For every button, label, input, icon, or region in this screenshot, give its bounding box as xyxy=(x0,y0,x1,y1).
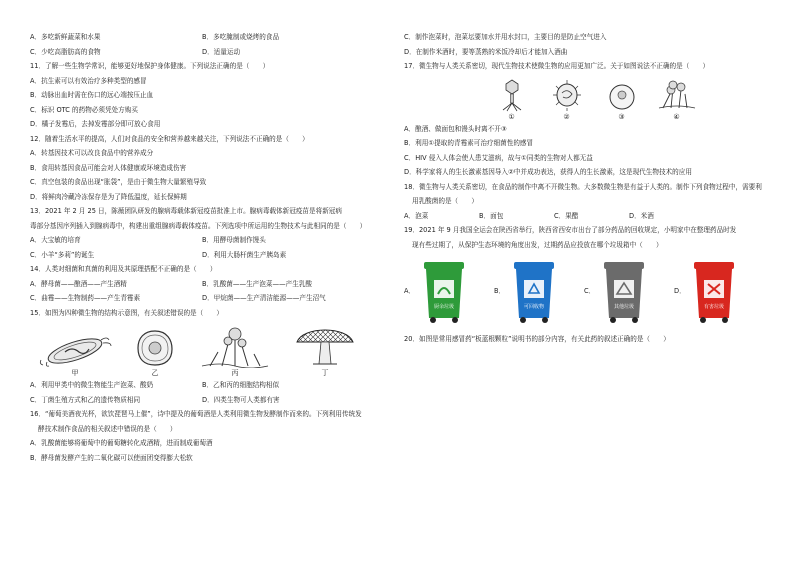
q13-options-row1 xyxy=(30,233,390,248)
yeast-cell-icon xyxy=(135,328,175,368)
q16-option-d: D．在制作米酒时，要等蒸熟的米饭冷却后才能加入酒曲 xyxy=(404,47,568,56)
q15-fig-yi xyxy=(120,328,190,378)
q15-option-c: C．丁菌生殖方式和乙的遗传物质相同 xyxy=(30,395,141,404)
q13-options-row2 xyxy=(30,248,390,263)
q18-option-c: C．果醋 xyxy=(554,211,579,220)
mushroom-icon xyxy=(293,322,357,368)
q17-fig-1 xyxy=(484,78,539,122)
q15-fig-ding xyxy=(280,322,370,378)
q14-option-c: C．曲霉——生物制药——产生青霉素 xyxy=(30,294,141,302)
q19-option-a-label: A． xyxy=(404,286,416,295)
mold-icon xyxy=(200,324,270,368)
q10-options-row2 xyxy=(30,45,390,60)
q17-option-c: C．HIV 侵入人体会使人患艾滋病，故与①同类的生物对人都无益 xyxy=(404,153,593,162)
q18-options xyxy=(404,209,764,224)
q17-fig-2 xyxy=(539,78,594,122)
right-column xyxy=(404,30,764,347)
bacterium-icon xyxy=(550,78,584,112)
q13-stem-line1: 13．2021 年 2 月 25 日，陈薇团队研发的腺病毒载体新冠疫苗批准上市。腺病毒载体新冠疫苗是将新冠病 xyxy=(30,207,342,215)
mold-icon xyxy=(657,78,697,112)
q15-caption-yi: 乙 xyxy=(151,369,159,377)
q18-option-b: B．面包 xyxy=(479,211,504,220)
q15-option-a: A．利用甲类中的微生物能生产泡菜、酸奶 xyxy=(30,381,154,389)
left-column xyxy=(30,30,390,465)
q19-option-d xyxy=(674,258,764,324)
bacterium-icon xyxy=(37,334,113,368)
bin-label-kitchen: 厨余垃圾 xyxy=(433,304,455,310)
q13-option-b: B．用酵母菌制作馒头 xyxy=(202,236,266,244)
q19-option-c xyxy=(584,258,674,324)
q11-option-c: C．标识 OTC 的药物必须凭处方购买 xyxy=(30,105,138,114)
q14-options-row1 xyxy=(30,277,390,292)
q16-stem-line2: 酵技术制作食品的相关叙述中错误的是（ ） xyxy=(38,424,177,433)
q10-option-c: C．少吃高脂肪高的食物 xyxy=(30,47,101,56)
q16-option-c: C．制作泡菜时，泡菜坛要加水并用水封口，主要目的是防止空气进入 xyxy=(404,33,607,41)
q11-option-d: D．橘子发霉后，去掉发霉部分即可放心食用 xyxy=(30,120,161,128)
q19-option-d-label: D． xyxy=(674,286,686,295)
q11-option-b: B．动脉出血时需在伤口的远心端按压止血 xyxy=(30,91,154,99)
q13-option-d: D．利用大肠杆菌生产胰岛素 xyxy=(202,250,287,259)
q16-option-a: A．乳酸菌能够将葡萄中的葡萄糖转化成酒精，进而制成葡萄酒 xyxy=(30,439,213,447)
bin-label-other: 其他垃圾 xyxy=(613,304,635,310)
q17-label-4: ④ xyxy=(673,112,680,121)
q15-caption-jia: 甲 xyxy=(71,369,79,377)
q17-figure xyxy=(404,76,764,122)
q14-options-row2 xyxy=(30,291,390,306)
q15-caption-bing: 丙 xyxy=(231,369,239,377)
q13-option-c: C．小羊“多莉”的诞生 xyxy=(30,250,95,259)
q16-stem-line1: 16．“葡萄美酒夜光杯，欲饮琵琶马上催”，诗中提及的葡萄酒是人类利用微生物发酵制作而来的。下列利用传统发 xyxy=(30,410,362,418)
q17-label-2: ② xyxy=(563,112,570,121)
q17-label-1: ① xyxy=(508,112,515,121)
q19-option-b-label: B． xyxy=(494,286,506,295)
q17-label-3: ③ xyxy=(618,112,625,121)
q15-figure xyxy=(30,322,390,378)
q12-option-b: B．食用转基因食品可能会对人体健康或环境造成伤害 xyxy=(30,163,187,172)
bacteriophage-icon xyxy=(497,78,527,112)
q15-caption-ding: 丁 xyxy=(321,369,329,377)
q17-stem: 17．微生物与人类关系密切，现代生物技术使微生物的应用更加广泛。关于如图说法不正确的是（ ） xyxy=(404,62,710,70)
q11-option-a: A．抗生素可以有效治疗多种类型的感冒 xyxy=(30,76,147,85)
q17-option-b: B．利用①提取的青霉素可治疗细菌性的感冒 xyxy=(404,139,534,147)
q10-option-a: A．多吃新鲜蔬菜和水果 xyxy=(30,33,101,41)
q15-options-row1 xyxy=(30,378,390,393)
q15-option-b: B．乙和丙的细胞结构相似 xyxy=(202,381,280,389)
other-waste-bin-icon xyxy=(602,258,646,324)
q15-fig-jia xyxy=(30,334,120,378)
q13-option-a: A．大宝敏的培育 xyxy=(30,236,81,244)
q17-option-a: A．酿酒、做面包和馒头时离不开③ xyxy=(404,124,507,133)
q18-stem-line1: 18．微生物与人类关系密切，在食品的制作中离不开微生物。大多数微生物是有益于人类的。制作下列食物过程中，需要利 xyxy=(404,182,762,191)
q18-stem-line2: 用乳酸菌的是（ ） xyxy=(412,197,478,205)
q10-option-d: D．适量运动 xyxy=(202,47,241,56)
q15-fig-bing xyxy=(190,324,280,378)
q17-fig-3 xyxy=(594,82,649,122)
q17-fig-4 xyxy=(649,78,704,122)
q13-stem-line2: 毒部分基因序列插入到腺病毒中，构建出重组腺病毒载体疫苗。下列选项中所运用的生物技术与此相同的是（ ） xyxy=(30,221,367,230)
bin-label-recyclable: 可回收物 xyxy=(523,304,545,310)
hazardous-waste-bin-icon xyxy=(692,258,736,324)
q19-option-a xyxy=(404,258,494,324)
q12-stem: 12．随着生活水平的提高，人们对食品的安全和营养越来越关注，下列说法不正确的是（ ） xyxy=(30,134,309,143)
q18-option-d: D．米酒 xyxy=(629,211,654,220)
kitchen-waste-bin-icon xyxy=(422,258,466,324)
q14-stem: 14．人类对细菌和真菌的利用及其原理搭配不正确的是（ ） xyxy=(30,265,217,273)
q18-option-a: A．泡菜 xyxy=(404,211,429,220)
q19-option-c-label: C． xyxy=(584,286,596,295)
q15-options-row2 xyxy=(30,393,390,408)
bin-label-hazardous: 有害垃圾 xyxy=(703,304,725,310)
q12-option-c: C．真空包装的食品出现“胀袋”，是由于微生物大量繁殖导致 xyxy=(30,178,207,186)
q10-option-b: B．多吃腌制或烧烤的食品 xyxy=(202,33,280,41)
q16-option-b: B．酵母菌发酵产生的二氧化碳可以使面团变得膨大松软 xyxy=(30,453,193,462)
q19-bins xyxy=(404,254,764,328)
q14-option-a: A．酵母菌——酿酒——产生酒精 xyxy=(30,279,127,288)
q12-option-d: D．将鲜肉冷藏冷冻保存是为了降低温度，延长保鲜期 xyxy=(30,192,187,201)
q14-option-b: B．乳酸菌——生产泡菜——产生乳酸 xyxy=(202,279,313,288)
q19-option-b xyxy=(494,258,584,324)
q14-option-d: D．甲烷菌——生产清洁能源——产生沼气 xyxy=(202,294,326,302)
q11-stem: 11．了解一些生物学常识，能够更好地保护身体健康。下列说法正确的是（ ） xyxy=(30,62,270,70)
q15-stem: 15．如图为四种微生物的结构示意图，有关叙述错误的是（ ） xyxy=(30,308,224,317)
recyclable-bin-icon xyxy=(512,258,556,324)
yeast-cell-icon xyxy=(607,82,637,112)
q12-option-a: A．转基因技术可以改良食品中的营养成分 xyxy=(30,149,154,157)
q15-option-d: D．四类生物可人类都有害 xyxy=(202,395,280,404)
q19-stem-line1: 19．2021 年 9 月我国全运会在陕西省举行，陕西省西安市出台了部分药品的回收规定，小明家中在整理药品时发 xyxy=(404,226,737,234)
q19-stem-line2: 现有些过期了，从保护生态环境的角度出发，过期药品应投放在哪个垃圾箱中（ ） xyxy=(412,240,663,249)
q20-stem: 20．如图是常用感冒药“板蓝根颗粒”说明书的部分内容，有关此药的叙述正确的是（ ） xyxy=(404,335,670,343)
q10-options-row1 xyxy=(30,30,390,45)
q17-option-d: D．科学家将人的生长激素基因导入②中并成功表达，获得人的生长激素，这是现代生物技术的应用 xyxy=(404,168,692,176)
